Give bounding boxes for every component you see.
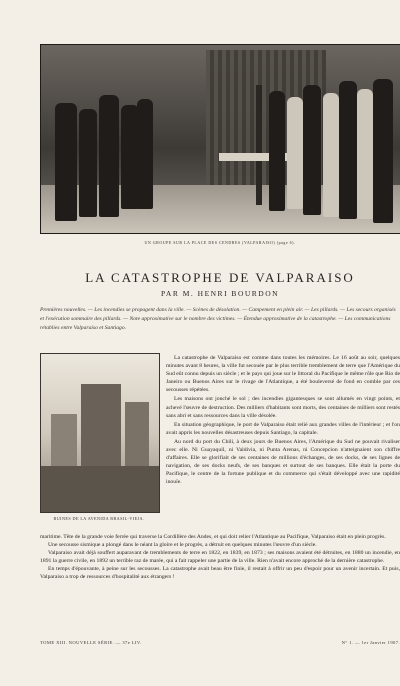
footer-issue: N° 1. — 1er Janvier 1907. [341,640,400,645]
article-title: LA CATASTROPHE DE VALPARAISO [85,270,355,285]
photo-person [287,97,303,209]
ruins-photograph [40,353,160,513]
page-footer [40,640,400,645]
paragraph: Les maisons ont jonché le sol ; des incendies gigantesques se sont allumés en vingt points, et achevé l'œuvre de destruction. Des milliers d'habitants sont morts, des centaines de milliers sont restés sans abri et sans ressources dans la ville désolée. [166,396,400,419]
photo-person [357,89,373,219]
photo-person [137,99,153,209]
photo-person [303,85,321,215]
paragraph: Au nord du port du Chili, à deux jours de Buenos Aires, l'Amérique du Sud ne pouvait rivaliser avec elle. Ni Guayaquil, ni Valdivia, ni Punta Arenas, ni Concepcion n'atteignaient son chiffre d'affaires. Elle se glorifiait de ses centaines de millions d'échanges, de ses docks, de ses lignes de navigation, de ses docks neufs, de ses banques et surtout de ses banques. Elle était la porte du Pacifique, le centre de la fortune publique et du commerce qui s'était développé avec une rapidité inouïe. [166,438,400,486]
paragraph: maritime. Tête de la grande voie ferrée qui traverse la Cordillère des Andes, et qui doit relier l'Atlantique au Pacifique, Valparaiso était en plein progrès. [40,534,386,540]
ruin-wall [51,414,77,469]
photo-person [373,79,393,223]
article-byline: PAR M. HENRI BOURDON [160,289,280,298]
photo-person [99,95,119,217]
paragraph: En situation géographique, le port de Valparaiso était relié aux grandes villes de l'intérieur ; et l'on avait appris les nouvelles désastreuses depuis Santiago, la capitale. [166,421,400,436]
photo-person [79,109,97,217]
photo-cross-post [256,85,262,205]
photo-person [339,81,357,219]
paragraph: Valparaiso avait déjà souffert auparavant de tremblements de terre en 1822, en 1839, en 1873 ; ses maisons avaient été détruites, en 1880 un incendie, en 1891 la guerre civile, en 1892 un terrible raz de marée, qui a fait rappeler une partie de la ville. Rien n'avait encore approché de la dernière catastrophe. [40,550,400,565]
article-body-full-width [40,533,400,582]
ruin-wall [81,384,121,469]
paragraph: En temps d'épouvante, à peine sur les secousses. La catastrophe avait beau être finie, il restait à offrir un peu d'espoir pour un avenir incertain. Et puis, Valparaiso a trop de ressources d'hospitalité aux étrangers ! [40,566,400,581]
photo-person [55,103,77,221]
ruin-rubble [41,466,159,512]
photo-caption: UN GROUPE SUR LA PLACE DES CENDRES (VALPARAISO) (page 6). [144,240,296,245]
ruin-wall [125,402,149,470]
ruins-caption: RUINES DE LA AVENIDA BRASIL-VIEJA. [53,516,145,521]
top-photograph [40,44,400,234]
paragraph: La catastrophe de Valparaiso est comme dans toutes les mémoires. Le 16 août au soir, quelques minutes avant 8 heures, la ville fut secouée par le plus terrible tremblement de terre que l'Amérique du Sud eût connu depuis un siècle ; et le pays qui joue sur le littoral du Pacifique le même rôle que Rio de Janeiro ou Buenos Aires sur le rivage de l'Atlantique, a été bouleversé de fond en comble par ces secousses répétées. [166,355,400,394]
photo-person [269,91,285,211]
article-summary: Premières nouvelles. — Les incendies se propagent dans la ville. — Scènes de désolation. — Campement en plein air. — Les pillards. — Les secours organisés et l'exécution sommaire des pillards. — Note approximative sur le nombre des victimes. — Étendue approximative de la catastrophe. — Les communications rétablies entre Valparaiso et Santiago. [40,307,396,331]
article-column [166,354,400,488]
paragraph: Une secousse sismique a plongé dans le néant la gloire et le progrès, a détruit en quelques minutes l'œuvre d'un siècle. [48,542,317,549]
footer-volume: TOME XIII. NOUVELLE SÉRIE. — 37e LIV. [40,640,142,645]
photo-person [323,93,339,217]
